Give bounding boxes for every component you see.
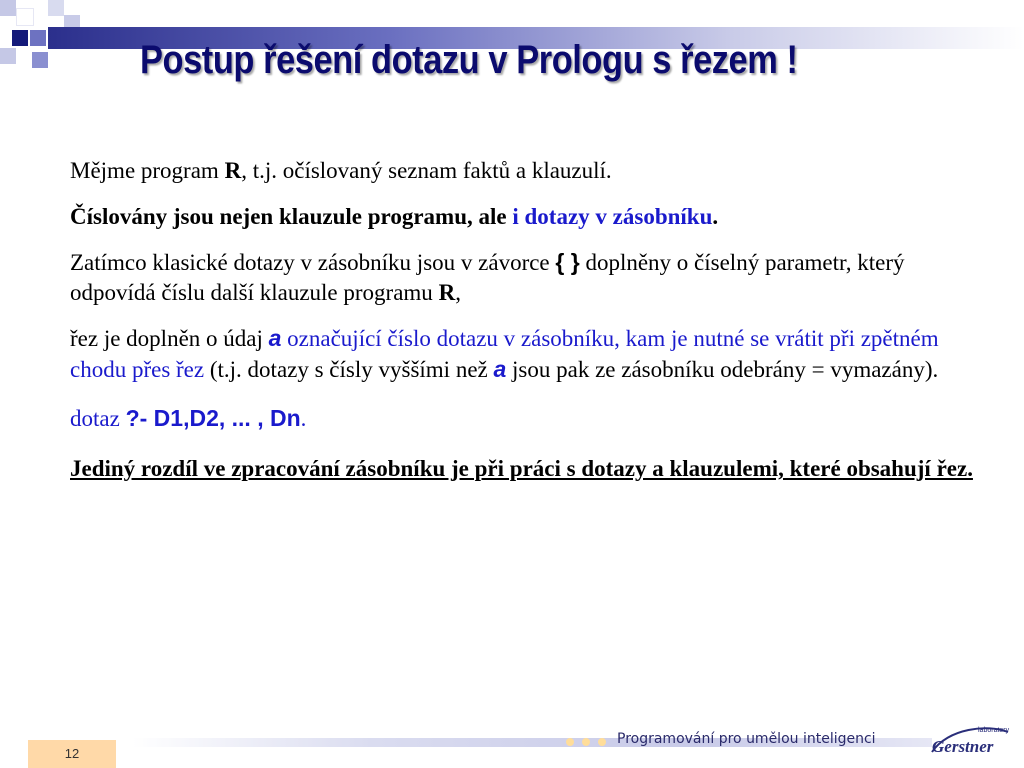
decor-square: [0, 0, 16, 16]
gerstner-logo: [928, 722, 1012, 760]
footer-dot: [582, 738, 590, 746]
decor-square: [32, 52, 48, 68]
paragraph-1: Mějme program R, t.j. očíslovaný seznam faktů a klauzulí.: [70, 158, 612, 183]
decor-square: [30, 30, 46, 46]
paragraph-6: Jediný rozdíl ve zpracování zásobníku je při práci s dotazy a klauzulemi, které obsahují řez.: [70, 456, 973, 481]
paragraph-3: Zatímco klasické dotazy v zásobníku jsou v závorce { } doplněny o číselný parametr, který odpovídá číslu další klauzule programu R,: [70, 249, 905, 305]
decor-square: [12, 30, 28, 46]
paragraph-4: řez je doplněn o údaj a označující číslo dotazu v zásobníku, kam je nutné se vrátit při zpětném chodu přes řez (t.j. dotazy s čísly vyššími než a jsou pak ze zásobníku odebrány = vymazány).: [70, 325, 939, 382]
footer-course-title: Programování pro umělou inteligenci: [617, 731, 876, 747]
paragraph-2: Číslovány jsou nejen klauzule programu, ale i dotazy v zásobníku.: [70, 204, 719, 229]
logo-main-text: Gerstner: [932, 737, 994, 756]
logo-top-text: laboratory: [978, 727, 1010, 734]
decor-square: [16, 8, 34, 26]
page-number-box: [28, 740, 116, 768]
page-number: 12: [64, 746, 80, 761]
slide-body: [70, 156, 990, 484]
paragraph-5: dotaz ?- D1,D2, ... , Dn.: [70, 405, 307, 431]
decor-square: [0, 48, 16, 64]
decor-square: [48, 0, 64, 16]
footer-dot: [566, 738, 574, 746]
slide-title: Postup řešení dotazu v Prologu s řezem !: [140, 38, 798, 82]
footer-dot: [598, 738, 606, 746]
